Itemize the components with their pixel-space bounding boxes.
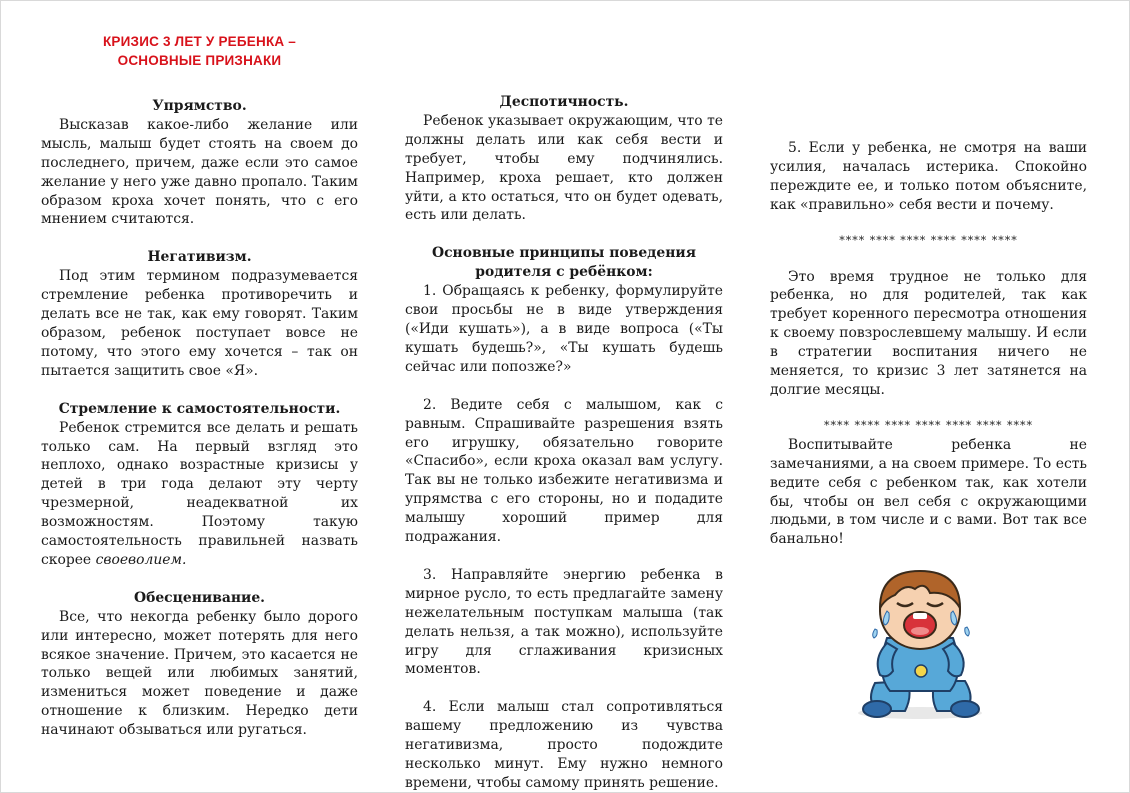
separator-1: **** **** **** **** **** ****: [839, 233, 1018, 247]
crying-child-illustration: [835, 563, 1005, 723]
tear-drop-1: [873, 629, 877, 638]
despotism-heading: Деспотичность.: [499, 94, 629, 110]
devaluation-text: Все, что некогда ребенку было дорого или интересно, может потерять для него всякое значение. Причем, это касается не только вещей или любимых занятий, измениться может поведение и даже отношение к близким. Нередко дети начинают обзываться или ругаться.: [41, 608, 358, 739]
independence-emphasis: своеволием.: [95, 551, 187, 568]
principle-1: 1. Обращаясь к ребенку, формулируйте свои просьбы не в виде утверждения («Иди кушать»), а в виде вопроса («Ты кушать будешь?», «Ты кушать будешь сейчас или попозже?»: [405, 283, 723, 375]
column-2: [405, 36, 723, 793]
right-foot: [951, 701, 979, 717]
column-1: [41, 33, 358, 740]
principle-3: 3. Направляйте энергию ребенка в мирное русло, то есть предлагайте замену нежелательным поступкам малыша (так делать нельзя, а так можно), используйте игру для сглаживания кризисных моментов.: [405, 566, 723, 678]
tear-drop-2: [965, 627, 969, 636]
button: [915, 665, 927, 677]
closing-paragraph-2: Воспитывайте ребенка не замечаниями, а на своем примере. То есть ведите себя с ребенком так, как хотели бы, чтобы он вел себя с окружающими людьми, в том числе и с вами. Вот так все банально!: [770, 436, 1087, 548]
tongue: [911, 627, 929, 635]
independence-heading: Стремление к самостоятельности.: [58, 400, 341, 417]
principle-4: 4. Если малыш стал сопротивляться вашему предложению из чувства негативизма, просто подождите несколько минут. Ему нужно немного времени, чтобы самому принять решение.: [405, 699, 723, 791]
despotism-text: Ребенок указывает окружающим, что те должны делать или как себя вести и требует, чтобы ему подчинялись. Например, кроха решает, кто должен уйти, а кто остаться, что он будет одевать, есть или делать.: [405, 112, 723, 224]
devaluation-heading: Обесценивание.: [133, 589, 266, 606]
separator-2: **** **** **** **** **** **** ****: [824, 418, 1033, 432]
left-foot: [863, 701, 891, 717]
stubbornness-heading: Упрямство.: [152, 98, 247, 114]
teeth: [913, 613, 927, 619]
column-3: [770, 36, 1087, 549]
negativism-text: Под этим термином подразумевается стремление ребенка противоречить и делать все не так, как ему говорят. Таким образом, ребенок поступает вовсе не потому, что этого ему хочется – так он пытается защитить свое «Я».: [41, 268, 358, 379]
independence-text: Ребенок стремится все делать и решать только сам. На первый взгляд это неплохо, однако возрастные кризисы у детей в три года делают эту черту чрезмерной, неадекватной их возможностям. Поэтому такую самостоятельность правильней назвать скорее своеволием.: [41, 419, 358, 568]
closing-paragraph-1: Это время трудное не только для ребенка, но для родителей, так как требует коренного пересмотра отношения к своему повзрослевшему малышу. И если в стратегии воспитания ничего не меняется, то кризис 3 лет затянется на долгие месяцы.: [770, 268, 1087, 398]
title-line-2: ОСНОВНЫЕ ПРИЗНАКИ: [117, 52, 282, 68]
principle-2: 2. Ведите себя с малышом, как с равным. Спрашивайте разрешения взять его игрушку, обязательно говорите «Спасибо», если кроха оказал вам услугу. Так вы не только избежите негативизма и упрямства с его стороны, но и подадите малышу хороший пример для подражания.: [405, 396, 723, 546]
negativism-heading: Негативизм.: [147, 249, 252, 266]
principle-5: 5. Если у ребенка, не смотря на ваши усилия, началась истерика. Спокойно переждите ее, и только потом объясните, как «правильно» себя вести и почему.: [770, 140, 1087, 213]
title-line-1: КРИЗИС 3 ЛЕТ У РЕБЕНКА –: [102, 34, 296, 49]
stubbornness-text: Высказав какое-либо желание или мысль, малыш будет стоять на своем до последнего, причем, даже если это самое желание у него уже давно пропало. Таким образом кроха хочет понять, что с его мнением считаются.: [41, 116, 358, 228]
page-title: [41, 33, 358, 70]
principles-heading: Основные принципы поведения родителя с ребёнком:: [432, 245, 696, 281]
